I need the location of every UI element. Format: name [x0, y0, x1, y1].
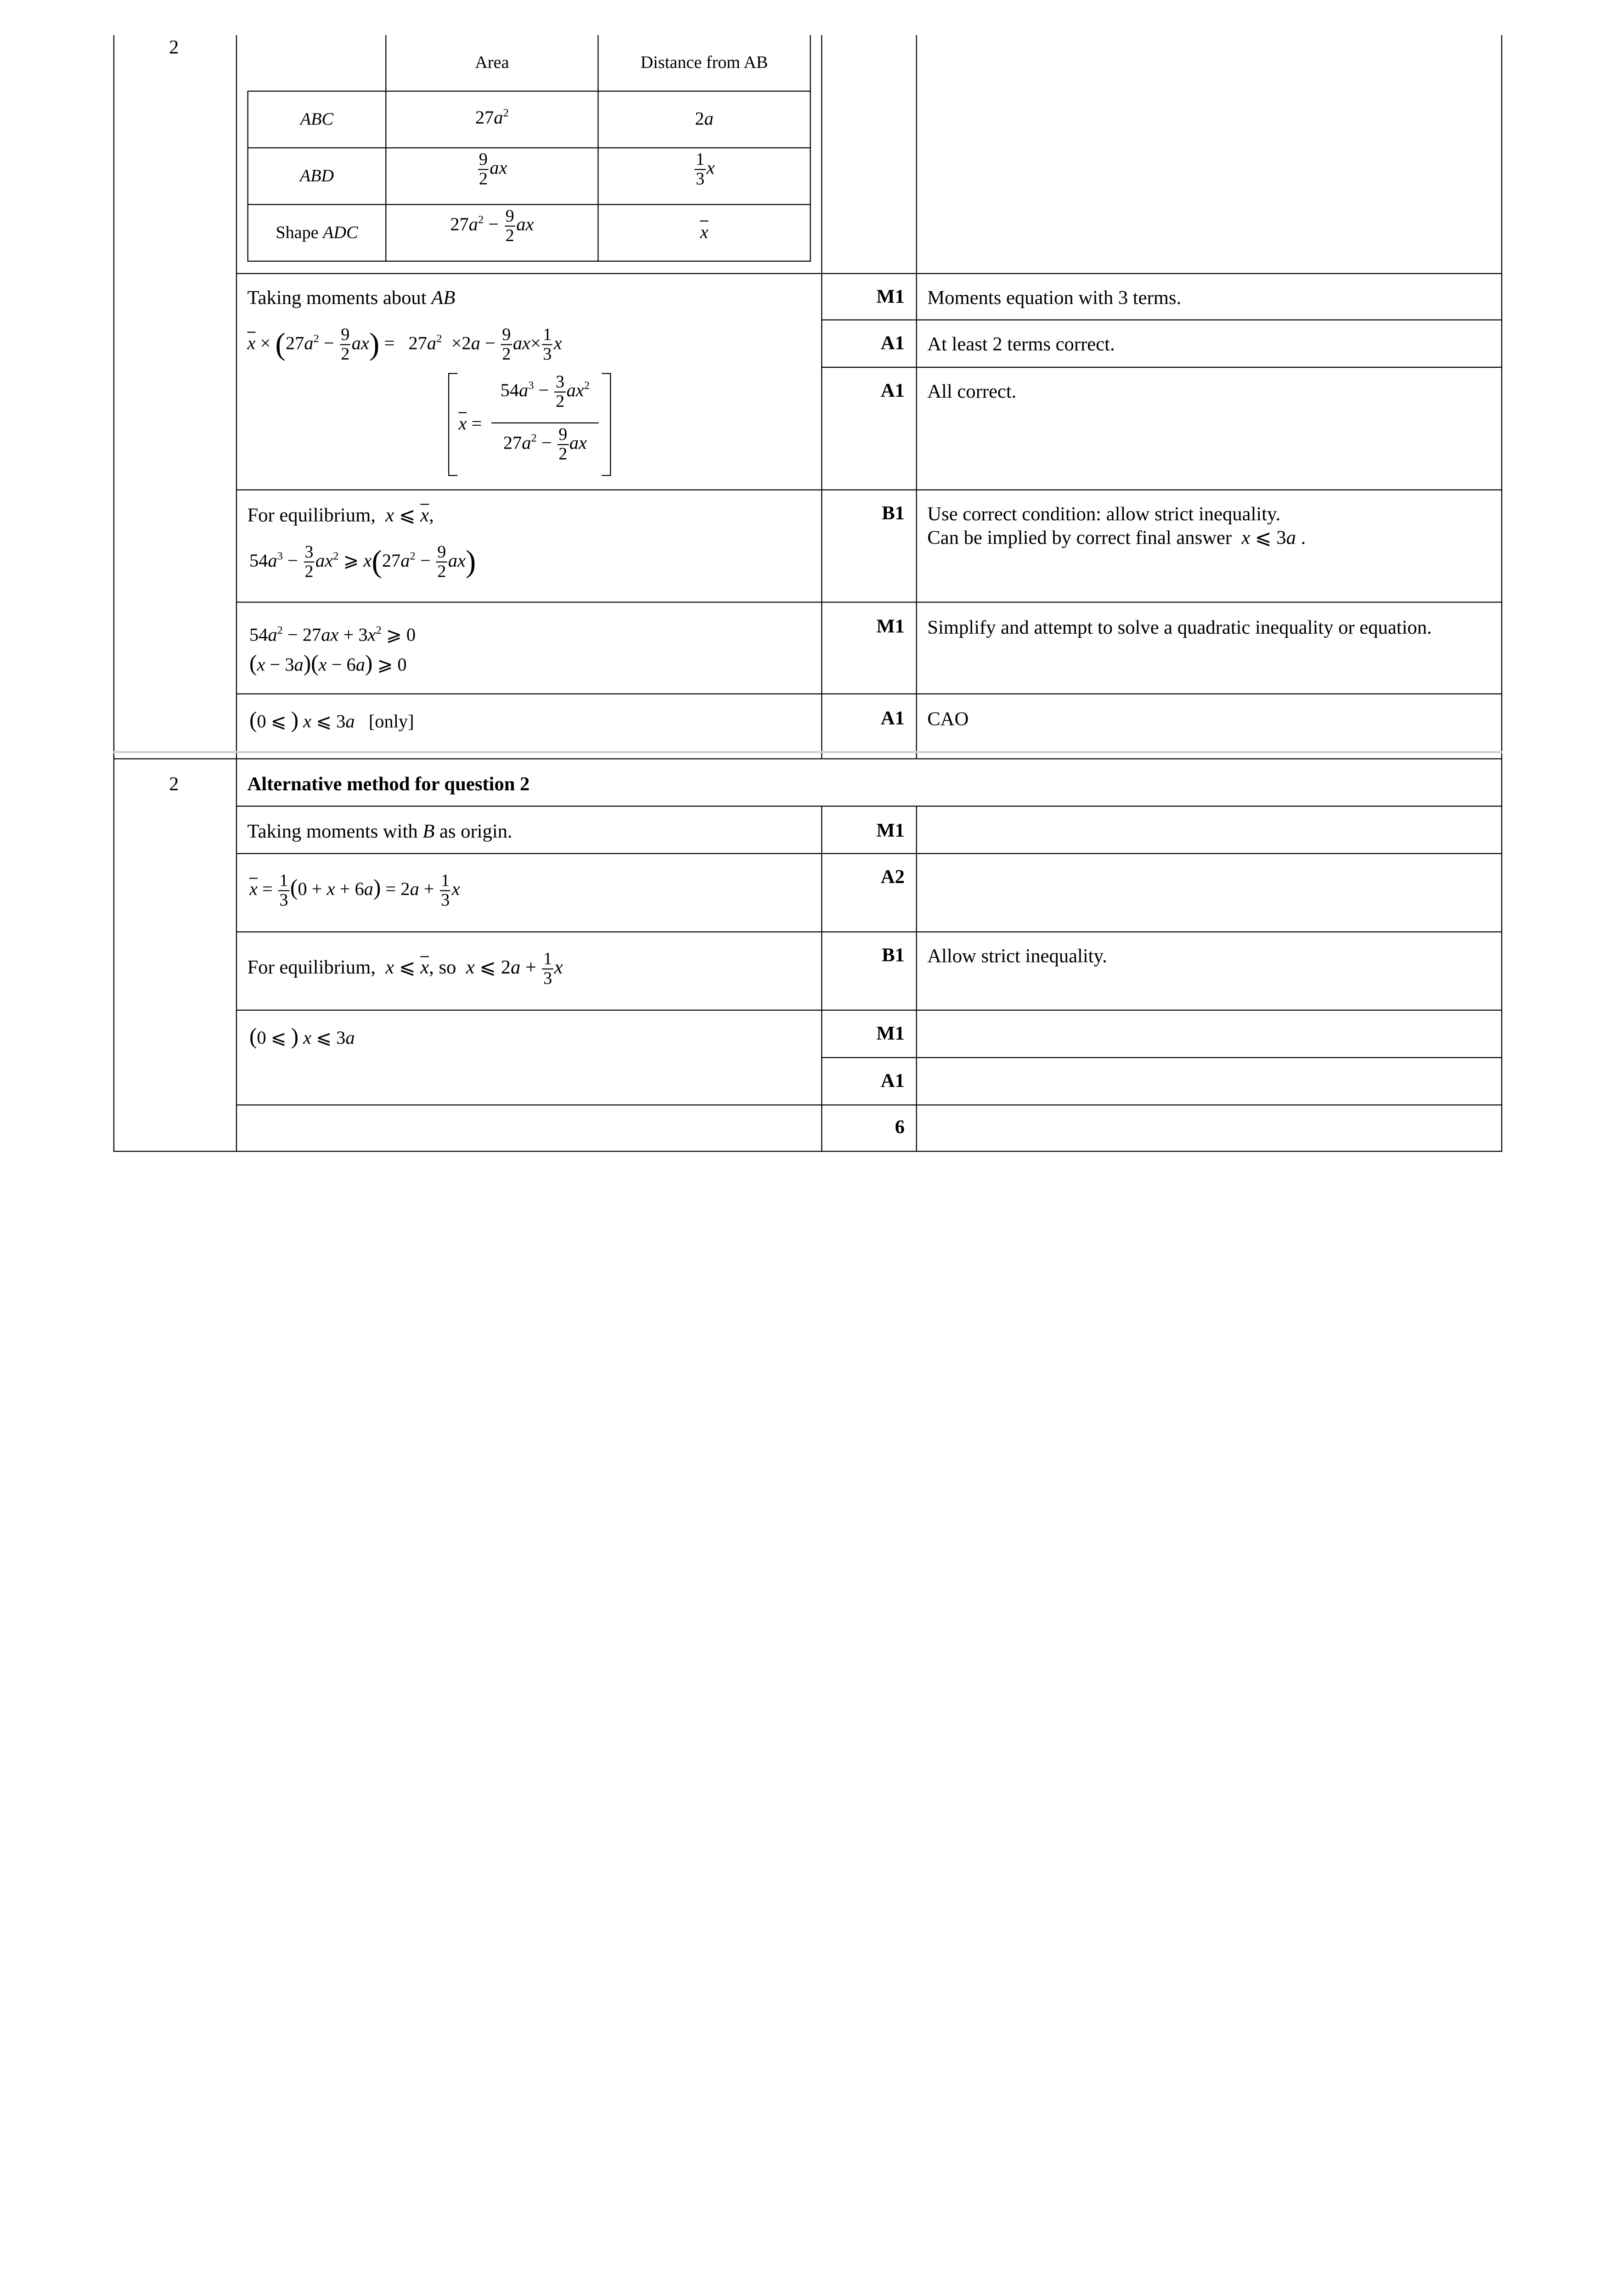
comments-column-left-border	[916, 35, 917, 758]
mark-comment: CAO	[927, 709, 969, 731]
alt-equilibrium-text: For equilibrium, x ⩽ $\overline{x}$, so x ⩽ 2a + $\frac{1}{3}$ x	[247, 949, 563, 988]
row-divider	[236, 931, 1502, 932]
table-cell-distance: 2a	[695, 108, 714, 129]
xbar-denominator: $27a^2$ − $\frac{9}{2}$ ax	[503, 424, 587, 464]
table-header-distance: Distance from AB	[640, 52, 768, 73]
table-cell-distance: $\frac{1}{3}$ x	[599, 151, 810, 189]
mark-comment: All correct.	[927, 381, 1017, 403]
xbar-equals: $\overline{x}$ =	[458, 413, 482, 434]
fraction-bar	[491, 422, 598, 423]
moments-heading: Taking moments about AB	[247, 287, 456, 310]
outer-bottom-border	[113, 1151, 1502, 1152]
outer-left-border	[113, 35, 114, 1152]
row-divider	[821, 1057, 1502, 1058]
comments-column-left-border-alt	[916, 805, 917, 1152]
mark-comment: Simplify and attempt to solve a quadratic inequality or equation.	[927, 617, 1432, 639]
table-row-label: ABC	[300, 109, 333, 129]
mark-comment: Moments equation with 3 terms.	[927, 287, 1182, 310]
marks-column-left-border-alt	[821, 805, 822, 1152]
table-cell-distance: $\overline{x}$	[700, 221, 709, 242]
quadratic-inequality: $54a^2 - 27ax + 3x^2$ ⩾ 0	[249, 624, 416, 645]
mark-code: A1	[880, 708, 905, 730]
final-answer: (0 ⩽ ) x ⩽ 3a [only]	[249, 707, 414, 733]
mark-code: M1	[876, 1023, 905, 1045]
mark-code: M1	[876, 820, 905, 842]
moments-equation: $\overline{x} \times (27a^2$ − $\frac{9}{2}$ $ax) = 27a^2 \times 2a$ − $\frac{9}{2}$ ax× $\frac{1}{3}$ x	[247, 325, 562, 364]
mark-code: M1	[876, 616, 905, 638]
factorised-inequality: (x − 3a)(x − 6a) ⩾ 0	[249, 650, 407, 676]
table-row-label: ABD	[299, 166, 334, 186]
equilibrium-inequality: $54a^3$ − $\frac{3}{2}$ $ax^2$ ⩾ $x(27a^2$ − $\frac{9}{2}$ ax)	[249, 542, 476, 582]
mark-comment: Can be implied by correct final answer x ⩽ 3a .	[927, 527, 1306, 549]
row-divider	[236, 693, 1502, 694]
mark-code: A2	[880, 866, 905, 888]
mark-code: B1	[882, 945, 905, 967]
right-bracket	[602, 373, 611, 476]
left-bracket	[448, 373, 457, 476]
total-marks: 6	[895, 1117, 905, 1139]
section-separator	[113, 751, 1502, 753]
mark-code: A1	[880, 1070, 905, 1092]
equilibrium-label: For equilibrium, x ⩽ $\overline{x}$,	[247, 505, 434, 527]
row-divider	[236, 805, 1502, 806]
mark-code: B1	[882, 502, 905, 524]
alt-question-number: 2	[169, 773, 179, 796]
section-separator	[113, 758, 1502, 759]
mark-code: A1	[880, 380, 905, 402]
xbar-numerator: $54a^3$ − $\frac{3}{2}$ $ax^2$	[500, 371, 590, 411]
row-divider	[236, 853, 1502, 854]
table-row-label: Shape ADC	[276, 222, 358, 242]
qnum-column-border	[236, 35, 237, 1152]
marks-column-left-border	[821, 35, 822, 758]
question-number: 2	[169, 37, 179, 59]
table-header-area: Area	[475, 52, 509, 73]
alt-origin-text: Taking moments with B as origin.	[247, 821, 513, 843]
table-cell-area: $\frac{9}{2}$ ax	[386, 151, 597, 189]
table-cell-area: $27a^2$ − $\frac{9}{2}$ ax	[450, 206, 534, 245]
mark-comment: Allow strict inequality.	[927, 945, 1107, 968]
table-cell-area: $27a^2$	[475, 107, 509, 128]
alt-xbar-equation: $\overline{x}$ = $\frac{1}{3}$ (0 + x + 6a) = 2a + $\frac{1}{3}$ x	[249, 870, 460, 910]
row-divider	[236, 273, 1502, 274]
outer-right-border	[1501, 35, 1502, 1152]
mark-code: A1	[880, 332, 905, 355]
row-divider	[236, 1010, 1502, 1011]
mark-comment: Use correct condition: allow strict inequality.	[927, 504, 1281, 526]
row-divider	[821, 367, 1502, 368]
alt-heading: Alternative method for question 2	[247, 773, 530, 796]
alt-final-answer: (0 ⩽ ) x ⩽ 3a	[249, 1023, 355, 1049]
row-divider	[821, 320, 1502, 321]
mark-code: M1	[876, 286, 905, 308]
mark-comment: At least 2 terms correct.	[927, 333, 1115, 356]
row-divider	[236, 1104, 1502, 1105]
